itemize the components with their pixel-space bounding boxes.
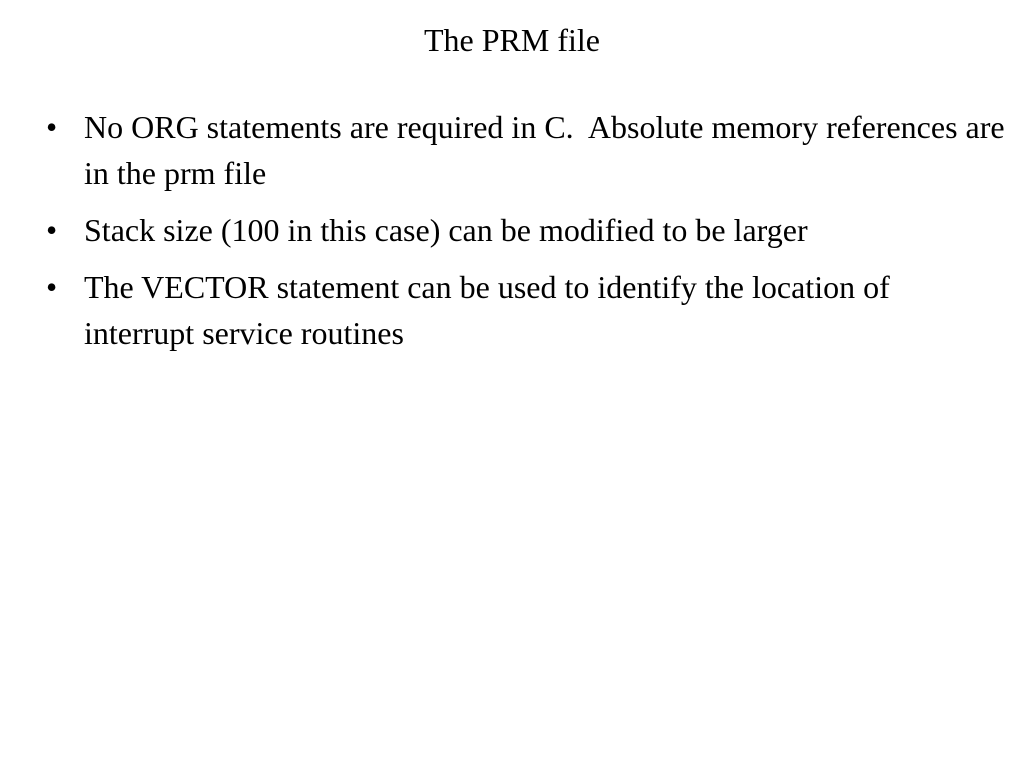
bullet-item: [46, 207, 1006, 253]
bullet-item: [46, 104, 1013, 196]
bullet-text: The VECTOR statement can be used to identify the location of interrupt service routines: [84, 269, 890, 351]
bullet-text: No ORG statements are required in C. Absolute memory references are in the prm file: [84, 109, 1013, 191]
bullet-text: Stack size (100 in this case) can be modified to be larger: [84, 212, 808, 248]
bullet-dot-icon: •: [46, 269, 58, 305]
bullet-list: [46, 104, 1013, 367]
slide-title: The PRM file: [424, 22, 600, 58]
bullet-dot-icon: •: [46, 109, 58, 145]
bullet-item: [46, 264, 1006, 356]
bullet-dot-icon: •: [46, 212, 58, 248]
